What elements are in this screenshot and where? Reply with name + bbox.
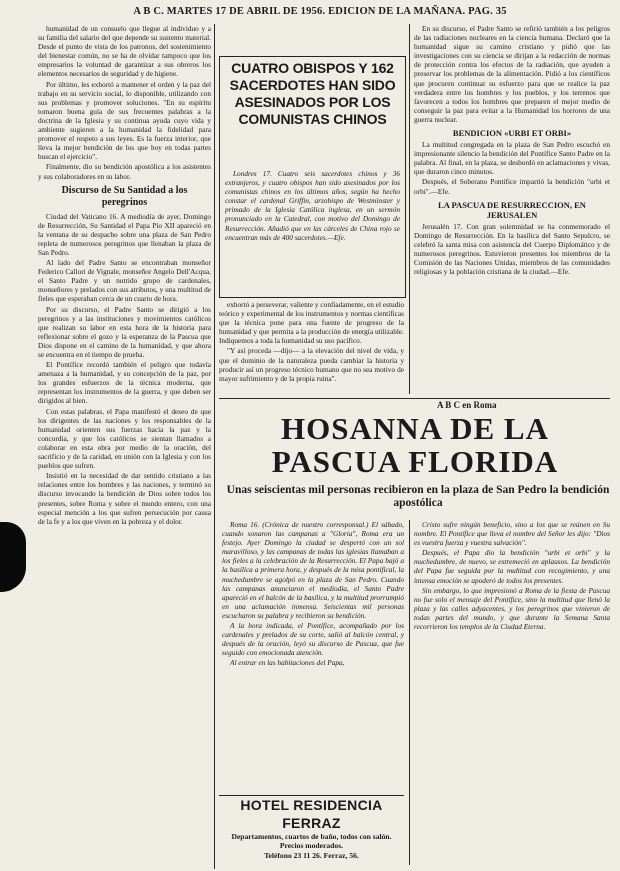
left-column (38, 24, 211, 869)
paragraph: Después, el Papa dio la bendición "urbi et orbi" y la muchedumbre, de nuevo, se estremeció en aplausos. La bendición del Papa fue seguida por la multitud con recogimiento, y una intensa emoción se apoderó de todos los presentes. (414, 548, 610, 585)
section-title: Discurso de Su Santidad a los peregrinos (61, 184, 188, 208)
paragraph: "Y así proceda —dijo— a la elevación del nivel de vida, y que el dominio de la naturaleza pueda cambiar la historia y producir así un progreso técnico humano que no sea motivo de mayor sufrimiento y de la propia ruina". (219, 346, 404, 383)
ink-blot (0, 522, 26, 592)
boxed-story (219, 56, 406, 298)
section-title: LA PASCUA DE RESURRECCION, EN JERUSALEN (438, 199, 586, 220)
running-head: A B C. MARTES 17 DE ABRIL DE 1956. EDICION DE LA MAÑANA. PAG. 35 (133, 6, 507, 17)
paragraph: Londres 17. Cuatro seis sacerdotes chinos y 36 extranjeros, y cuatro obispos han sido asesinados por los comunistas chinos en los últimos años, según ha hecho constar el cardenal Griffin, arzobispo de Westminster y primado de la Iglesia Católica inglesa, en un sermón pronunciado en la Catedral, con motivo del Domingo de Resurrección. Añadió que en las cárceles de China rojo se encuentran más de 400 sacerdotes.—Efe. (225, 169, 400, 242)
paragraph: Después, el Soberano Pontífice impartió la bendición "urbi et orbi".—Efe. (414, 177, 610, 196)
paragraph: Insistió en la necesidad de dar sentido cristiano a las relaciones entre los hombres y las naciones, y terminó su discurso invocando la bendición de Dios sobre todos los presentes, sobre Roma y sobre el mundo entero, con una especial mención a los que sufren persecución por causa de la fe y a los que viven en la pobreza y el dolor. (38, 471, 211, 526)
paragraph: Sin embargo, lo que impresionó a Roma de la fiesta de Pascua no fue solo el mensaje del Pontífice, sino la multitud que llenó la plaza y las calles adyacentes, y los peregrinos que vinieron de todas partes del mundo, y que durante la Semana Santa recorrieron los templos de la Ciudad Eterna. (414, 585, 610, 632)
ad-line: Teléfono 23 11 26. Ferraz, 56. (264, 850, 359, 860)
column-rule (409, 24, 410, 394)
paragraph: Ciudad del Vaticano 16. A mediodía de ayer, Domingo de Resurrección, Su Santidad el Papa Pío XII apareció en la ventana de su despacho sobre una plaza de San Pedro repleta de numerosos peregrinos que llenaban la plaza de San Pedro. (38, 211, 211, 257)
middle-column (219, 300, 404, 396)
paragraph: Al entrar en las habitaciones del Papa, (230, 658, 345, 668)
kicker: A B C en Roma (437, 400, 497, 410)
feature-column-left (222, 520, 404, 790)
section-rule (219, 398, 610, 399)
paragraph: Finalmente, dio su bendición apostólica a los asistentes y sus colaboradores en su labor. (38, 162, 211, 181)
right-column (414, 24, 610, 396)
paragraph: Por su discurso, el Padre Santo se dirigió a los peregrinos y a las instituciones y movimientos católicos que realizan su labor en esta hora de la historia para reflexionar sobre el gozo y la esperanza de la Pascua que Dios dispone en el camino de la humanidad, y que ahora se encuentra en el tiempo de prueba. (38, 304, 211, 359)
paragraph: Con estas palabras, el Papa manifestó el deseo de que los dirigentes de las naciones y los responsables de la humanidad orienten sus fuerzas hacia la paz y la concordia, y que los católicos se sientan llamados a colaborar en esta obra por medio de la oración, del sacrificio y de la caridad, en unión con la Iglesia y con los pueblos que sufren. (38, 406, 211, 471)
ad-title: HOTEL RESIDENCIA FERRAZ (240, 797, 383, 831)
feature-subheadline: Unas seiscientas mil personas recibieron en la plaza de San Pedro la bendición apostólica (226, 484, 610, 509)
column-rule (409, 520, 410, 865)
boxed-headline: CUATRO OBISPOS Y 162 SACERDOTES HAN SIDO ASESINADOS POR LOS COMUNISTAS CHINOS (229, 60, 396, 127)
paragraph: En su discurso, el Padre Santo se refirió también a los peligros de las radiaciones nucleares en la ciencia humana. Declaró que la humanidad sigue su camino cristiano y pidió que las investigaciones con su ciencia se dirijan a la redacción de normas de protección contra los efectos de la radiación, que ayuden a preservar los problemas de la alimentación. Pidió a los científicos que procuren continuar su esfuerzo para que se realice la paz verdadera entre los hombres y los pueblos, y los terrenos que favorecen a todos los hombres que preparen el mejor medio de conseguir la paz para evitar a la Humanidad los horrores de una guerra nuclear. (414, 24, 610, 124)
paragraph: Cristo sufre ningún beneficio, sino a los que se reúnen en Su nombre. El Pontífice que lleva el nombre del Señor les dijo: "Dios es vuestra fuerza y vuestra salvación". (414, 520, 610, 548)
paragraph: humanidad de un consuelo que llegue al individuo y a su familia del salario del que depende su sustento material. Desde el punto de vista de los patronos, del sostenimiento del bienestar común, no se ha de olvidar tampoco que los empresarios la voluntad de garantizar a sus obreros los elementos necesarios de seguridad y de higiene. (38, 24, 211, 79)
feature-column-right (414, 520, 610, 865)
paragraph: Al lado del Padre Santo se encontraban monseñor Federico Callori de Vignale, monseñor Angelo Dell'Acqua, el Santo Padre y un nutrido grupo de cardenales, monseñores y prelados con sus atributos, y una multitud de fieles que esperaban cerca de un cuarto de hora. (38, 258, 211, 304)
hotel-advertisement (219, 795, 404, 860)
paragraph: Por último, les exhortó a mantener el orden y la paz del trabajo en su servicio social, lo disponible, utilizando con sus problemas y promover soluciones. "En su espíritu tomaron buena guía de sus frecuentes palabras a la doctrina de la Iglesia y su continua ayuda cuyo vida y ambiente sugieren a la humanidad la fidelidad para promover el respeto a sus leyes. Es la fuerza interior, que lleva la mejor bendición de los que hoy en todas partes buscan el ejercicio". (38, 79, 211, 162)
paragraph: Jerusalén 17. Con gran solemnidad se ha conmemorado el Domingo de Resurrección. En la basílica del Santo Sepulcro, se celebró la santa misa con asistencia del Cuerpo Diplomático y de numerosos peregrinos. Estuvieron presentes los miembros de la Comisión de las Naciones Unidas, miembros de las comunidades religiosas y la población cristiana de la ciudad.—Efe. (414, 221, 610, 277)
paragraph: Roma 16. (Crónica de nuestro corresponsal.) El sábado, cuando sonaron las campanas a "Gloria", Roma era un festejo. Ayer Domingo la ciudad se despertó con un sol maravilloso, y las campanas de todas las iglesias llamaban a los fieles a la celebración de la Resurrección. El Papa bajó a la basílica a primera hora, y después de la misa pontifical, la muchedumbre se agolpó en la plaza de San Pedro. Cuando las campanas anunciaron el mediodía, el Santo Padre apareció en el balcón de la basílica, y la multitud prorrumpió en una aclamación inmensa. Seiscientas mil personas escucharon su palabra y recibieron su bendición. (222, 520, 404, 620)
paragraph: exhortó a perseverar, valiente y confiadamente, en el estudio teórico y experimental de los instrumentos y normas científicas que la técnica pone para una fuente de progreso de la humanidad y que permita a la producción de energía utilizable. Indiquemos a toda la humanidad su uso pacífico. (219, 300, 404, 346)
section-title: BENDICION «URBI ET ORBI» (452, 128, 572, 139)
paragraph: La multitud congregada en la plaza de San Pedro escuchó en impresionante silencio la bendición del Pontífice Santo Padre en la palabra. Al final, en la plaza, se desbordó en aclamaciones y vivas, que duraron cinco minutos. (414, 140, 610, 177)
feature-headline: HOSANNA DE LA PASCUA FLORIDA (271, 411, 559, 479)
boxed-body (225, 169, 400, 291)
paragraph: El Pontífice recordó también el peligro que todavía amenaza a la humanidad, y su concepción de la paz, por los grandes esfuerzos de la técnica moderna, que representan los instrumentos de la guerra, y que deben ser dirigidos al bien. (38, 360, 211, 406)
paragraph: A la hora indicada, el Pontífice, acompañado por los cardenales y prelados de su corte, salió al balcón central, y después de la oración, leyó su discurso de Pascua, que fue seguido con emocionada atención. (222, 621, 404, 658)
ad-line: Departamentos, cuartos de baño, todos con salón. Precios moderados. (231, 832, 392, 851)
